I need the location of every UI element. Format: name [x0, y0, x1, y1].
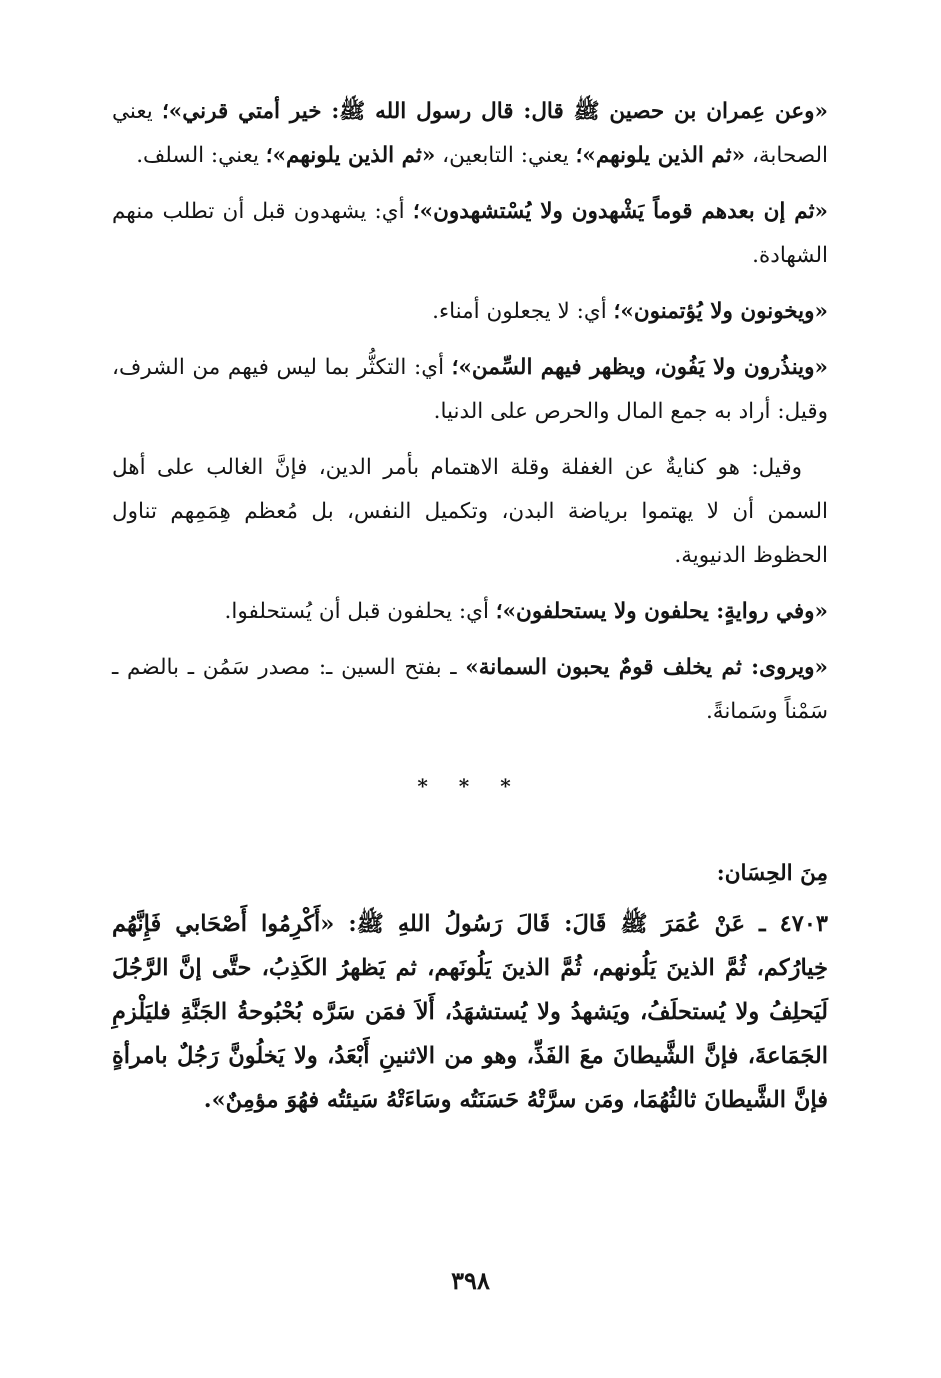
paragraph-6	[112, 590, 828, 634]
paragraph-2	[112, 190, 828, 278]
paragraph-1	[112, 90, 828, 178]
hadith-quote: «ويروى: ثم يخلف قومٌ يحبون السمانة»	[465, 655, 828, 680]
commentary-text: يعني: التابعين،	[435, 143, 576, 168]
commentary-text: وقيل: هو كنايةٌ عن الغفلة وقلة الاهتمام بأمر الدين، فإنَّ الغالب على أهل السمن أن لا يهتموا برياضة البدن، وتكميل النفس، بل مُعظم هِمَمِهم تناول الحظوظ الدنيوية.	[112, 455, 828, 568]
commentary-text: أي: التكثُّر بما ليس فيهم من الشرف، وقيل: أراد به جمع المال والحرص على الدنيا.	[112, 355, 828, 424]
commentary-text: ـ بفتح السين ـ: مصدر سَمُن ـ بالضم ـ سَمْناً وسَمانةً.	[112, 655, 828, 724]
hadith-quote: «ثم الذين يلونهم»؛	[575, 143, 746, 168]
hadith-quote: «ثم الذين يلونهم»؛	[265, 143, 436, 168]
hadith-body: ٤٧٠٣ ـ عَنْ عُمَرَ ﷺ قَالَ: قَالَ رَسُولُ اللهِ ﷺ: «أَكْرِمُوا أَصْحَابي فَإِنَّهُم خِيارُكم، ثُمَّ الذينَ يَلُونهم، ثُمَّ الذينَ يَلُونَهم، ثم يَظهرُ الكَذِبُ، حتَّى إنَّ الرَّجُلَ لَيَحلِفُ ولا يُستحلَفُ، ويَشهدُ ولا يُستشهَدُ، أَلاَ فمَن سَرَّه بُحْبُوحةُ الجَنَّةِ فليَلْزمِ الجَمَاعةَ، فإنَّ الشَّيطانَ معَ الفَذِّ، وهو من الاثنينِ أَبْعَدُ، ولا يَخلُونَّ رَجُلٌ بامرأةٍ فإنَّ الشَّيطانَ ثالثُهُمَا، ومَن سرَّتْهُ حَسَنَتُه وسَاءَتْهُ سَيئتُه فهُوَ مؤمِنٌ».	[112, 911, 828, 1113]
commentary-text: يعني الصحابة،	[112, 99, 828, 168]
hadith-quote: «وينذُرون ولا يَفُون، ويظهر فيهم السِّمن»؛	[451, 355, 828, 380]
page-body	[112, 90, 828, 1122]
hadith-quote: «ثم إن بعدهم قوماً يَشْهدون ولا يُسْتشهدون»؛	[412, 199, 828, 224]
hadith-quote: «ويخونون ولا يُؤتمنون»؛	[613, 299, 828, 324]
paragraph-5	[112, 446, 828, 578]
hadith-quote: «وعن عِمران بن حصين ﷺ قال: قال رسول الله ﷺ: خير أمتي قرني»؛	[161, 99, 828, 124]
section-heading: مِنَ الحِسَان:	[716, 861, 828, 886]
commentary-text: أي: لا يجعلون أمناء.	[432, 299, 614, 324]
section-separator: * * *	[417, 774, 523, 798]
page-number: ٣٩٨	[451, 1266, 490, 1295]
commentary-text: أي: يحلفون قبل أن يُستحلفوا.	[224, 599, 496, 624]
commentary-text: يعني: السلف.	[136, 143, 266, 168]
hadith-text	[112, 902, 828, 1122]
commentary-text: أي: يشهدون قبل أن تطلب منهم الشهادة.	[112, 199, 828, 268]
paragraph-3	[112, 290, 828, 334]
paragraph-7	[112, 646, 828, 734]
hadith-quote: «وفي روايةٍ: يحلفون ولا يستحلفون»؛	[495, 599, 828, 624]
paragraph-4	[112, 346, 828, 434]
